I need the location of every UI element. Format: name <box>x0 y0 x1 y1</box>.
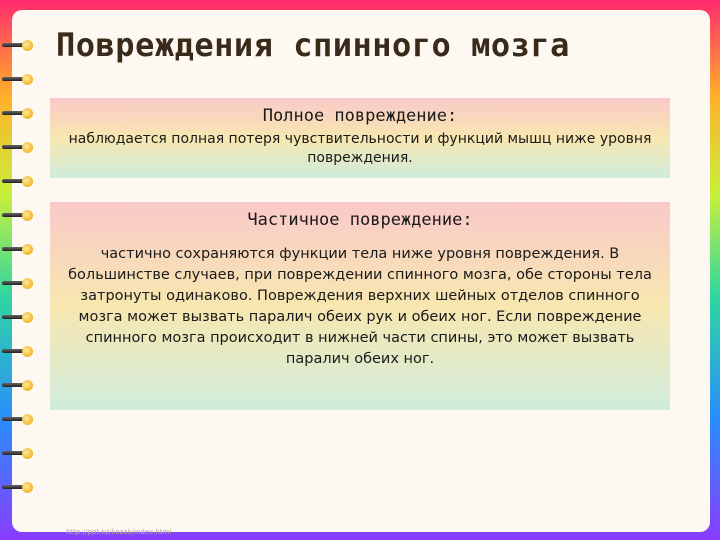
partial-injury-box <box>50 202 670 410</box>
ring-icon <box>2 242 34 256</box>
source-url: http://ppt.kz/kazak/index.html <box>66 528 172 536</box>
ring-icon <box>2 412 34 426</box>
ring-icon <box>2 174 34 188</box>
ring-icon <box>2 72 34 86</box>
ring-icon <box>2 140 34 154</box>
complete-injury-box <box>50 98 670 178</box>
ring-icon <box>2 378 34 392</box>
ring-icon <box>2 310 34 324</box>
slide-title: Повреждения спинного мозга <box>56 26 570 64</box>
ring-icon <box>2 344 34 358</box>
partial-injury-text: частично сохраняются функции тела ниже уровня повреждения. В большинстве случаев, при повреждении спинного мозга, обе стороны тела затронуты одинаково. Повреждения верхних шейных отделов спинного мозга может вызвать паралич обеих рук и обеих ног. Если повреждение спинного мозга происходит в нижней части спины, это может вызвать паралич обеих ног. <box>68 246 652 367</box>
complete-injury-text: наблюдается полная потеря чувствительности и функций мышц ниже уровня повреждения. <box>68 131 652 166</box>
complete-injury-heading: Полное повреждение: <box>262 106 458 126</box>
spiral-binding-icon <box>0 0 40 540</box>
ring-icon <box>2 208 34 222</box>
ring-icon <box>2 38 34 52</box>
ring-icon <box>2 106 34 120</box>
ring-icon <box>2 446 34 460</box>
ring-icon <box>2 480 34 494</box>
partial-injury-heading: Частичное повреждение: <box>247 210 473 230</box>
ring-icon <box>2 276 34 290</box>
